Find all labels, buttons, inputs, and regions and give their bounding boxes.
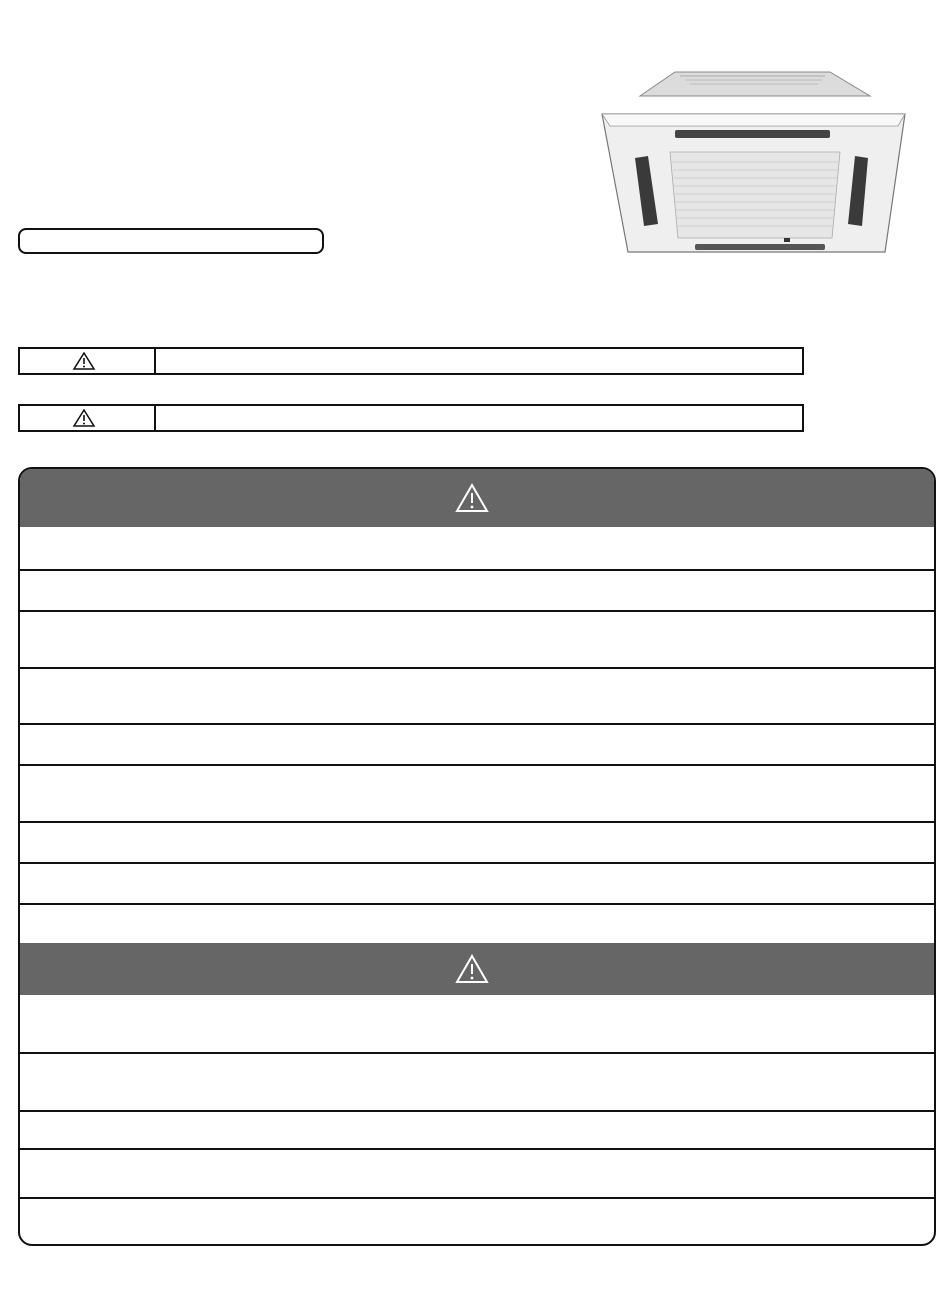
legend-row-caution: [18, 404, 804, 432]
legend-label-cell: [20, 406, 156, 430]
list-item: [20, 667, 934, 723]
legend-description: [156, 406, 802, 430]
model-label-box: [18, 228, 324, 254]
warning-triangle-icon: [455, 954, 489, 984]
list-item: [20, 527, 934, 569]
list-item: [20, 821, 934, 862]
list-item: [20, 903, 934, 943]
list-item: [20, 569, 934, 610]
ceiling-cassette-unit-image: [600, 66, 910, 266]
list-item: [20, 1110, 934, 1148]
warning-triangle-icon: [455, 483, 489, 513]
list-item: [20, 1197, 934, 1246]
list-item: [20, 723, 934, 764]
section-header-warning: [20, 469, 934, 527]
list-item: [20, 862, 934, 903]
safety-precautions-panel: [18, 467, 936, 1246]
list-item: [20, 1148, 934, 1197]
section-header-caution: [20, 943, 934, 995]
warning-triangle-icon: [73, 352, 95, 370]
list-item: [20, 1052, 934, 1110]
warning-triangle-icon: [73, 409, 95, 427]
legend-label-cell: [20, 349, 156, 373]
legend-row-warning: [18, 347, 804, 375]
list-item: [20, 995, 934, 1052]
list-item: [20, 764, 934, 821]
legend-description: [156, 349, 802, 373]
list-item: [20, 610, 934, 667]
